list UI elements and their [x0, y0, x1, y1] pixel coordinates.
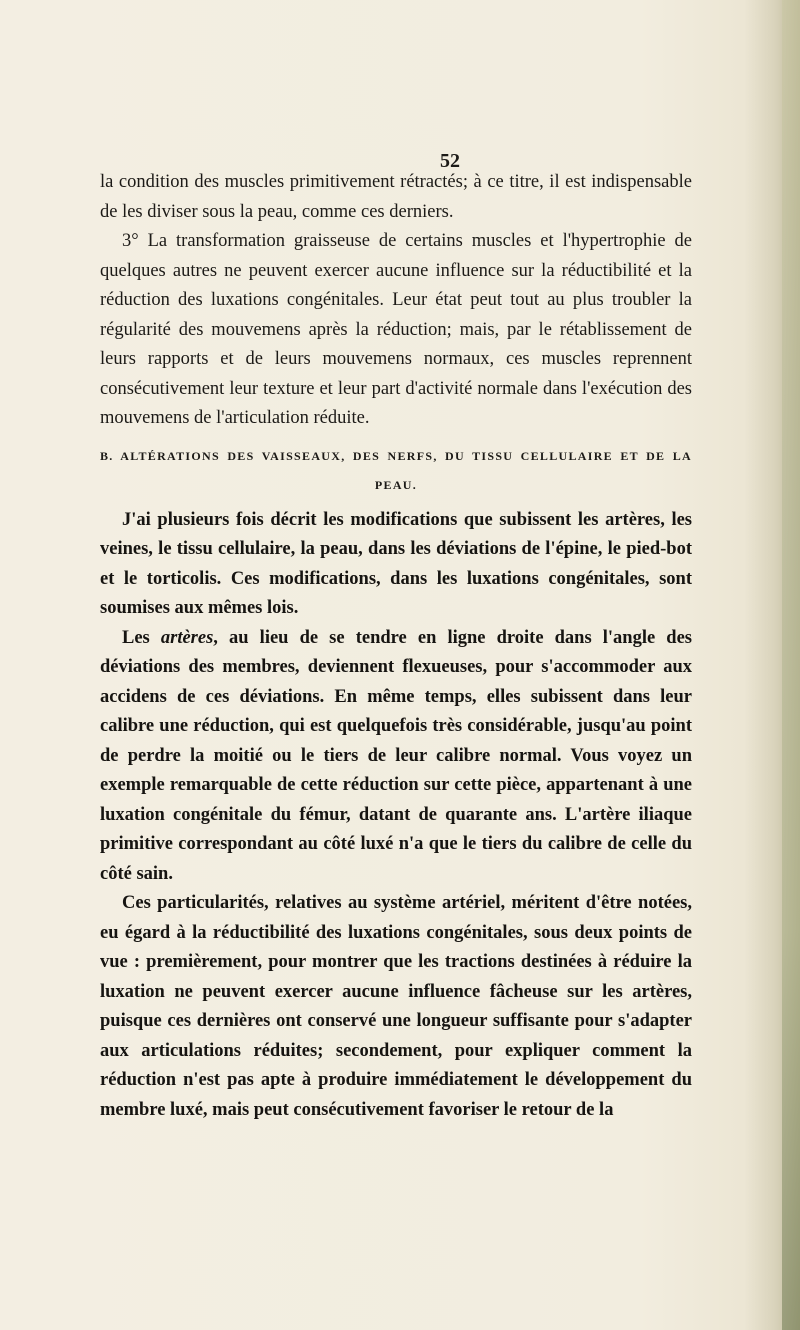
paragraph-continuation: la condition des muscles primitivement rétractés; à ce titre, il est indispensable de les diviser sous la peau, comme ces derniers.: [100, 172, 692, 222]
page-number: 52: [440, 150, 460, 172]
arteres-lead: Les: [122, 627, 161, 648]
page-edge-shadow: [782, 0, 800, 1330]
section-heading-line-2: PEAU.: [374, 477, 418, 492]
page-text-block: [100, 168, 692, 1125]
section-heading-line-1: B. ALTÉRATIONS DES VAISSEAUX, DES NERFS, DU TISSU CELLULAIRE ET DE LA: [100, 448, 692, 463]
paragraph-arteres: [100, 624, 692, 890]
paragraph-particularites: Ces particularités, relatives au système artériel, méritent d'être notées, eu égard à la réductibilité des luxations congénitales, sous deux points de vue : premièrement, pour montrer que les tractions destinées à réduire la luxation ne peuvent exercer aucune influence fâcheuse sur les artères, puisque ces dernières ont conservé une longueur suffisante pour s'adapter aux articulations réduites; secondement, pour expliquer comment la réduction n'est pas apte à produire immédiatement le développement du membre luxé, mais peut consécutivement favoriser le retour de la: [100, 893, 692, 1120]
paragraph-modifications: J'ai plusieurs fois décrit les modifications que subissent les artères, les veines, le tissu cellulaire, la peau, dans les déviations de l'épine, le pied-bot et le torticolis. Ces modifications, dans les luxations congénitales, sont soumises aux mêmes lois.: [100, 509, 692, 618]
arteres-italic-term: artères: [160, 627, 214, 648]
body-dark-print: [100, 506, 692, 1126]
paragraph-point-3: 3° La transformation graisseuse de certains muscles et l'hypertrophie de quelques autres ne peuvent exercer aucune influence sur la réductibilité et la réduction des luxations congénitales. Leur état peut tout au plus troubler la régularité des mouvemens après la réduction; mais, par le rétablissement de leurs rapports et de leurs mouvemens normaux, ces muscles reprennent consécutivement leur texture et leur part d'activité normale dans l'exécution des mouvemens de l'articulation réduite.: [100, 231, 692, 428]
section-heading: [100, 442, 692, 500]
arteres-rest: , au lieu de se tendre en ligne droite dans l'angle des déviations des membres, deviennent flexueuses, pour s'accommoder aux accidens de ces déviations. En même temps, elles subissent dans leur calibre une réduction, qui est quelquefois très considérable, jusqu'au point de perdre la moitié ou le tiers de leur calibre normal. Vous voyez un exemple remarquable de cette réduction sur cette pièce, appartenant à une luxation congénitale du fémur, datant de quarante ans. L'artère iliaque primitive correspondant au côté luxé n'a que le tiers du calibre de celle du côté sain.: [100, 627, 693, 884]
